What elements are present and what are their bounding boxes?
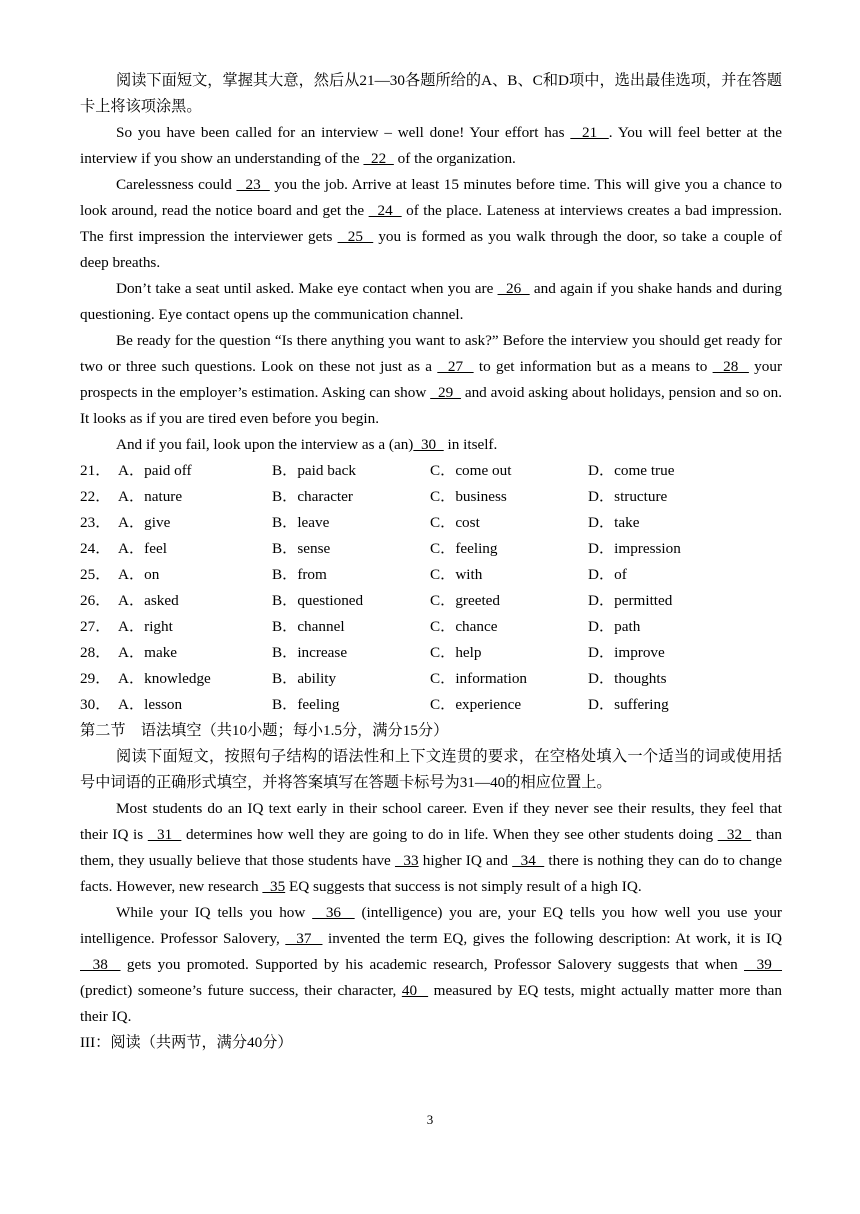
option-row <box>80 640 782 666</box>
answer-blank: 25 <box>337 228 374 245</box>
answer-blank: 40 <box>401 982 429 999</box>
answer-blank: 29 <box>430 384 461 401</box>
text-segment: higher IQ and <box>418 852 513 869</box>
answer-blank: 33 <box>394 852 419 869</box>
paragraph <box>80 276 782 328</box>
option-b: B．feeling <box>272 696 340 713</box>
option-c: C．come out <box>430 462 512 479</box>
option-c: C．help <box>430 644 482 661</box>
option-a: A．right <box>118 618 173 635</box>
text-segment: you is formed as you walk through the door, so take a couple of deep breaths. <box>80 228 783 271</box>
option-a: A．paid off <box>118 462 192 479</box>
option-row <box>80 614 782 640</box>
option-a: A．feel <box>118 540 167 557</box>
question-number: 23． <box>80 514 111 531</box>
text-segment: there is nothing they can do to change facts. However, new research <box>80 852 783 895</box>
option-row <box>80 458 782 484</box>
option-d: D．impression <box>588 540 681 557</box>
paragraph <box>80 900 782 1030</box>
question-number: 21． <box>80 462 111 479</box>
option-c: C．experience <box>430 696 522 713</box>
option-row <box>80 666 782 692</box>
option-row <box>80 692 782 718</box>
intro-section1: 阅读下面短文，掌握其大意，然后从21—30各题所给的A、B、C和D项中，选出最佳选项，并在答题卡上将该项涂黑。 <box>80 72 782 115</box>
question-number: 25． <box>80 566 111 583</box>
passage-grammar <box>80 796 782 1030</box>
answer-blank: 39 <box>744 956 783 973</box>
option-c: C．business <box>430 488 507 505</box>
option-d: D．suffering <box>588 696 669 713</box>
text-segment: your prospects in the employer’s estimation. Asking can show <box>80 358 783 401</box>
paragraph <box>80 172 782 276</box>
answer-blank: 28 <box>712 358 749 375</box>
option-d: D．of <box>588 566 627 583</box>
option-c: C．with <box>430 566 483 583</box>
text-segment: you the job. Arrive at least 15 minutes before time. This will give you a chance to look around, read the notice board and get the <box>80 176 782 219</box>
text-segment: Most students do an IQ text early in their school career. Even if they never see their results, they feel that their IQ is <box>80 800 782 843</box>
answer-blank: 24 <box>368 202 402 219</box>
text-segment: to get information but as a means to <box>473 358 713 375</box>
answer-blank: 36 <box>312 904 355 921</box>
option-b: B．character <box>272 488 353 505</box>
answer-blank: 21 <box>570 124 609 141</box>
paragraph <box>80 120 782 172</box>
option-a: A．nature <box>118 488 183 505</box>
option-b: B．leave <box>272 514 330 531</box>
page-number: 3 <box>426 1112 434 1127</box>
text-segment: of the place. Lateness at interviews creates a bad impression. The first impression the interviewer gets <box>80 202 782 245</box>
option-d: D．thoughts <box>588 670 667 687</box>
text-segment: So you have been called for an interview – well done! Your effort has <box>116 124 571 141</box>
option-c: C．chance <box>430 618 498 635</box>
option-b: B．paid back <box>272 462 356 479</box>
option-row <box>80 510 782 536</box>
text-segment: and again if you shake hands and during questioning. Eye contact opens up the communication channel. <box>80 280 782 323</box>
paragraph <box>80 328 782 432</box>
question-number: 24． <box>80 540 111 557</box>
paragraph <box>80 432 782 458</box>
option-b: B．questioned <box>272 592 364 609</box>
text-segment: . You will feel better at the interview if you show an understanding of the <box>80 124 782 167</box>
answer-blank: 37 <box>285 930 323 947</box>
option-c: C．greeted <box>430 592 501 609</box>
intro-section2: 阅读下面短文，按照句子结构的语法性和上下文连贯的要求，在空格处填入一个适当的词或使用括号中词语的正确形式填空，并将答案填写在答题卡标号为31—40的相应位置上。 <box>80 748 782 791</box>
option-c: C．feeling <box>430 540 498 557</box>
question-number: 28． <box>80 644 111 661</box>
paragraph <box>80 796 782 900</box>
option-row <box>80 484 782 510</box>
option-d: D．structure <box>588 488 668 505</box>
option-c: C．cost <box>430 514 480 531</box>
section3-title: III：阅读（共两节，满分40分） <box>80 1034 293 1051</box>
question-number: 22． <box>80 488 111 505</box>
answer-blank: 26 <box>497 280 530 297</box>
option-b: B．sense <box>272 540 331 557</box>
question-number: 27． <box>80 618 111 635</box>
option-c: C．information <box>430 670 528 687</box>
text-segment: invented the term EQ, gives the following description: At work, it is IQ <box>322 930 782 947</box>
page-content <box>80 68 782 1056</box>
option-d: D．improve <box>588 644 665 661</box>
answer-blank: 34 <box>512 852 545 869</box>
answer-blank: 32 <box>717 826 752 843</box>
passage-cloze <box>80 120 782 458</box>
option-d: D．path <box>588 618 641 635</box>
option-row <box>80 588 782 614</box>
text-segment: measured by EQ tests, might actually matter more than their IQ. <box>80 982 782 1025</box>
section2-title: 第二节 语法填空（共10小题；每小1.5分，满分15分） <box>80 722 449 739</box>
answer-blank: 30 <box>413 436 444 453</box>
option-a: A．knowledge <box>118 670 211 687</box>
option-a: A．make <box>118 644 178 661</box>
option-d: D．take <box>588 514 640 531</box>
answer-blank: 27 <box>437 358 474 375</box>
text-segment: Carelessness could <box>116 176 237 193</box>
option-a: A．asked <box>118 592 179 609</box>
option-row <box>80 536 782 562</box>
text-segment: gets you promoted. Supported by his academic research, Professor Salovery suggests that when <box>120 956 745 973</box>
text-segment: (intelligence) you are, your EQ tells you how well you use your intelligence. Professor Salovery, <box>80 904 782 947</box>
text-segment: determines how well they are going to do in life. When they see other students doing <box>181 826 718 843</box>
answer-blank: 35 <box>262 878 286 895</box>
text-segment: and avoid asking about holidays, pension and so on. It looks as if you are tired even before you begin. <box>80 384 782 427</box>
answer-blank: 22 <box>363 150 394 167</box>
answer-blank: 31 <box>147 826 182 843</box>
option-row <box>80 562 782 588</box>
question-number: 29． <box>80 670 111 687</box>
question-number: 30． <box>80 696 111 713</box>
option-d: D．permitted <box>588 592 673 609</box>
answer-blank: 23 <box>236 176 270 193</box>
option-a: A．give <box>118 514 171 531</box>
text-segment: Be ready for the question “Is there anything you want to ask?” Before the interview you should get ready for two or three such questions. Look on these not just as a <box>80 332 782 375</box>
text-segment: of the organization. <box>393 150 516 167</box>
question-number: 26． <box>80 592 111 609</box>
text-segment: And if you fail, look upon the interview as a (an) <box>116 436 414 453</box>
options-list <box>80 458 782 718</box>
answer-blank: 38 <box>80 956 121 973</box>
option-b: B．from <box>272 566 327 583</box>
option-a: A．lesson <box>118 696 183 713</box>
text-segment: than them, they usually believe that those students have <box>80 826 782 869</box>
text-segment: EQ suggests that success is not simply result of a high IQ. <box>285 878 642 895</box>
option-d: D．come true <box>588 462 675 479</box>
text-segment: in itself. <box>443 436 498 453</box>
option-a: A．on <box>118 566 160 583</box>
option-b: B．increase <box>272 644 348 661</box>
option-b: B．channel <box>272 618 345 635</box>
text-segment: While your IQ tells you how <box>116 904 313 921</box>
text-segment: (predict) someone’s future success, their character, <box>80 982 402 999</box>
option-b: B．ability <box>272 670 337 687</box>
text-segment: Don’t take a seat until asked. Make eye contact when you are <box>116 280 498 297</box>
